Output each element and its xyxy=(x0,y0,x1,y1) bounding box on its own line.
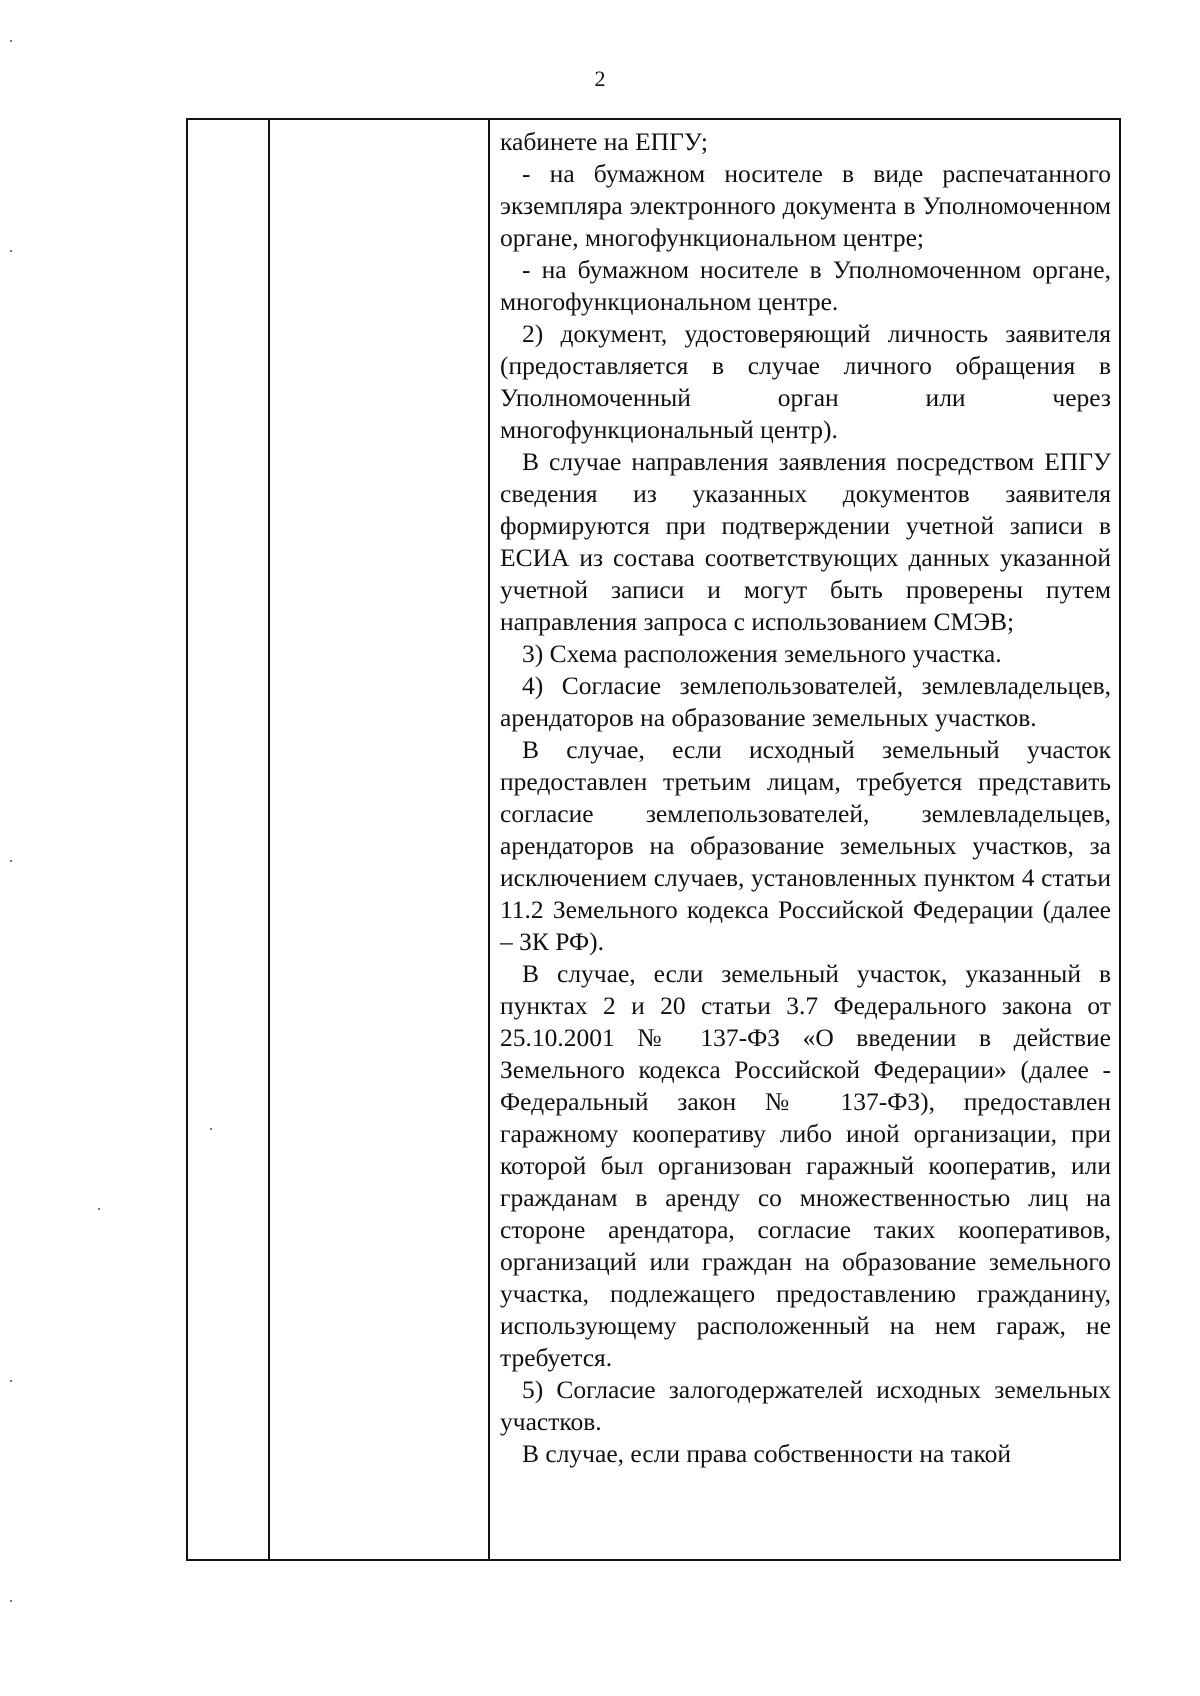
document-table xyxy=(186,118,1121,1561)
table-cell-column-3 xyxy=(490,120,1119,1559)
scan-speck xyxy=(10,1600,12,1602)
paragraph: 3) Схема расположения земельного участка. xyxy=(522,639,1002,668)
cell-text xyxy=(500,126,1111,1470)
paragraph: кабинете на ЕПГУ; xyxy=(500,127,708,156)
page-number: 2 xyxy=(594,66,606,91)
paragraph: 2) документ, удостоверяющий личность заявителя (предоставляется в случае личного обращения в Уполномоченный орган или через многофункциональный центр). xyxy=(500,319,1111,444)
table-cell-column-1 xyxy=(188,120,270,1559)
scan-speck xyxy=(10,860,12,862)
scan-speck xyxy=(10,1380,12,1382)
scan-speck xyxy=(98,1208,100,1210)
scan-speck xyxy=(10,40,12,42)
paragraph: В случае, если исходный земельный участок предоставлен третьим лицам, требуется представить согласие землепользователей, землевладельцев, арендаторов на образование земельных участков, за исключением случаев, установленных пунктом 4 статьи 11.2 Земельного кодекса Российской Федерации (далее – ЗК РФ). xyxy=(500,735,1111,956)
paragraph: 4) Согласие землепользователей, землевладельцев, арендаторов на образование земельных участков. xyxy=(500,671,1111,732)
paragraph: В случае, если права собственности на такой xyxy=(522,1439,1011,1468)
scan-speck xyxy=(210,1128,212,1130)
table-cell-column-2 xyxy=(270,120,490,1559)
scan-speck xyxy=(10,250,12,252)
paragraph: В случае направления заявления посредством ЕПГУ сведения из указанных документов заявителя формируются при подтверждении учетной записи в ЕСИА из состава соответствующих данных указанной учетной записи и могут быть проверены путем направления запроса с использованием СМЭВ; xyxy=(500,447,1111,636)
paragraph: 5) Согласие залогодержателей исходных земельных участков. xyxy=(500,1375,1111,1436)
paragraph: В случае, если земельный участок, указанный в пунктах 2 и 20 статьи 3.7 Федерального закона от 25.10.2001 № 137-ФЗ «О введении в действие Земельного кодекса Российской Федерации» (далее - Федеральный закон № 137-ФЗ), предоставлен гаражному кооперативу либо иной организации, при которой был организован гаражный кооператив, или гражданам в аренду со множественностью лиц на стороне арендатора, согласие таких кооперативов, организаций или граждан на образование земельного участка, подлежащего предоставлению гражданину, использующему расположенный на нем гараж, не требуется. xyxy=(500,959,1111,1372)
paragraph: - на бумажном носителе в виде распечатанного экземпляра электронного документа в Уполномоченном органе, многофункциональном центре; xyxy=(500,159,1111,252)
paragraph: - на бумажном носителе в Уполномоченном органе, многофункциональном центре. xyxy=(500,255,1111,316)
